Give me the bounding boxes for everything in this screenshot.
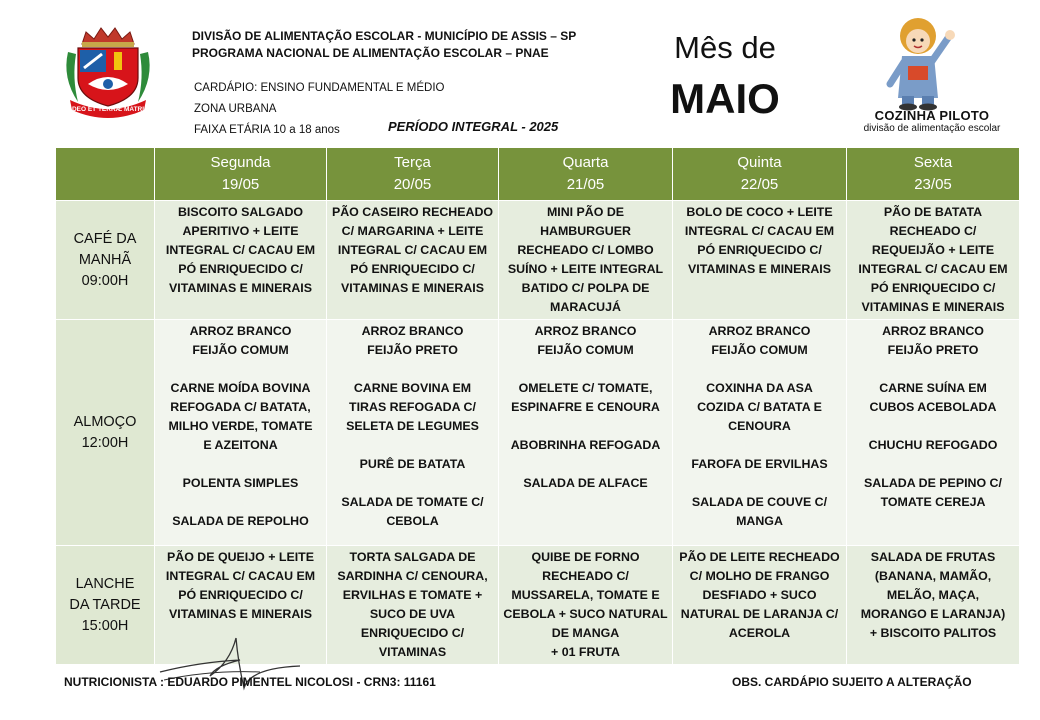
menu-line: CEBOLA xyxy=(386,514,439,528)
menu-line: POLENTA SIMPLES xyxy=(182,476,299,490)
menu-line: OMELETE C/ TOMATE, xyxy=(518,381,653,395)
menu-line: FEIJÃO PRETO xyxy=(887,343,979,357)
menu-line: PÓ ENRIQUECIDO C/ xyxy=(178,588,303,602)
brand-name: COZINHA PILOTO xyxy=(874,108,990,123)
menu-line: REFOGADA C/ BATATA, xyxy=(170,400,311,414)
menu-line: E AZEITONA xyxy=(203,438,278,452)
menu-line: ESPINAFRE E CENOURA xyxy=(511,400,660,414)
day-header xyxy=(327,148,499,201)
menu-cell xyxy=(847,320,1020,546)
menu-cell xyxy=(499,546,673,665)
menu-line: DESFIADO + SUCO xyxy=(702,588,817,602)
menu-cell xyxy=(155,201,327,320)
menu-line: ABOBRINHA REFOGADA xyxy=(510,438,661,452)
menu-line: ENRIQUECIDO C/ xyxy=(360,626,465,640)
month-label: Mês de xyxy=(674,30,776,65)
menu-line: FEIJÃO PRETO xyxy=(367,343,458,357)
menu-line: VITAMINAS E MINERAIS xyxy=(169,607,312,621)
meal-row xyxy=(56,201,1020,320)
menu-line: HAMBURGUER xyxy=(540,224,631,238)
menu-line xyxy=(849,417,1017,436)
menu-line: C/ MOLHO DE FRANGO xyxy=(689,569,830,583)
menu-line: FAROFA DE ERVILHAS xyxy=(691,457,828,471)
menu-line: PÓ ENRIQUECIDO C/ xyxy=(178,262,303,276)
menu-line: PÃO DE LEITE RECHEADO xyxy=(679,550,840,564)
meal-name-line: 15:00H xyxy=(81,617,129,634)
nutritionist-signature xyxy=(140,632,310,702)
menu-line: BATIDO C/ POLPA DE xyxy=(521,281,650,295)
menu-line: PÃO DE BATATA xyxy=(883,205,983,219)
menu-line: VITAMINAS E MINERAIS xyxy=(169,281,312,295)
menu-line: SELETA DE LEGUMES xyxy=(346,419,479,433)
menu-line xyxy=(675,436,844,455)
meal-name-line: CAFÉ DA xyxy=(73,230,137,247)
menu-line: PURÊ DE BATATA xyxy=(359,457,466,471)
day-date: 21/05 xyxy=(566,176,605,193)
menu-line: SUÍNO + LEITE INTEGRAL xyxy=(507,262,664,276)
menu-line xyxy=(329,436,496,455)
menu-line: CENOURA xyxy=(728,419,791,433)
menu-line: MILHO VERDE, TOMATE xyxy=(168,419,313,433)
menu-line: CARNE BOVINA EM xyxy=(353,381,472,395)
menu-line: VITAMINAS E MINERAIS xyxy=(861,300,1005,314)
menu-line: MANGA xyxy=(736,514,783,528)
menu-cell xyxy=(155,320,327,546)
header-division-title: DIVISÃO DE ALIMENTAÇÃO ESCOLAR - MUNICÍPIO DE ASSIS – SP xyxy=(192,29,577,43)
menu-line: FEIJÃO COMUM xyxy=(537,343,634,357)
menu-line: RECHEADO C/ LOMBO xyxy=(517,243,654,257)
menu-cell xyxy=(499,320,673,546)
menu-line: MINI PÃO DE xyxy=(546,205,625,219)
menu-line: C/ MARGARINA + LEITE xyxy=(341,224,484,238)
menu-line: TOMATE CEREJA xyxy=(880,495,986,509)
day-date: 23/05 xyxy=(914,176,952,193)
menu-line: SALADA DE COUVE C/ xyxy=(691,495,828,509)
menu-line xyxy=(157,360,324,379)
day-header xyxy=(155,148,327,201)
menu-line: SUCO DE UVA xyxy=(369,607,456,621)
menu-line xyxy=(675,474,844,493)
day-name: Quarta xyxy=(562,154,609,171)
crest-motto: DEO ET TERRÆ MATRI xyxy=(71,106,145,113)
corner-header xyxy=(56,148,155,201)
header-program-title: PROGRAMA NACIONAL DE ALIMENTAÇÃO ESCOLAR – PNAE xyxy=(192,46,549,60)
menu-cell xyxy=(673,201,847,320)
menu-line: RECHEADO C/ xyxy=(889,224,977,238)
period: PERÍODO INTEGRAL - 2025 xyxy=(388,119,559,134)
menu-line: VITAMINAS xyxy=(378,645,447,659)
menu-line: INTEGRAL C/ CACAU EM xyxy=(165,569,316,583)
day-date: 22/05 xyxy=(740,176,779,193)
menu-line: VITAMINAS E MINERAIS xyxy=(688,262,831,276)
menu-line: TORTA SALGADA DE xyxy=(349,550,476,564)
month-name: MAIO xyxy=(670,75,780,122)
menu-line xyxy=(849,455,1017,474)
meal-name-line: DA TARDE xyxy=(69,596,141,613)
menu-line: COXINHA DA ASA xyxy=(706,381,813,395)
day-header xyxy=(673,148,847,201)
day-date: 20/05 xyxy=(393,176,432,193)
menu-line: APERITIVO + LEITE xyxy=(182,224,299,238)
menu-line: ARROZ BRANCO xyxy=(534,324,637,338)
menu-cell xyxy=(499,201,673,320)
menu-line: MUSSARELA, TOMATE E xyxy=(511,588,660,602)
menu-line: + 01 FRUTA xyxy=(551,645,620,659)
days-header-row xyxy=(56,148,1020,201)
menu-line xyxy=(501,455,670,474)
menu-line: CUBOS ACEBOLADA xyxy=(869,400,997,414)
nutritionist-credit: NUTRICIONISTA : EDUARDO PIMENTEL NICOLOSI - CRN3: 11161 xyxy=(64,675,436,689)
day-name: Terça xyxy=(394,154,431,171)
menu-cell xyxy=(847,201,1020,320)
day-date: 19/05 xyxy=(221,176,260,193)
menu-line: SALADA DE REPOLHO xyxy=(172,514,309,528)
menu-cell xyxy=(673,546,847,665)
menu-line: INTEGRAL C/ CACAU EM xyxy=(337,243,488,257)
menu-line: ARROZ BRANCO xyxy=(189,324,292,338)
menu-line: ARROZ BRANCO xyxy=(708,324,811,338)
menu-line xyxy=(501,417,670,436)
menu-line: BISCOITO SALGADO xyxy=(177,205,304,219)
menu-line: REQUEIJÃO + LEITE xyxy=(871,243,995,257)
age-range: FAIXA ETÁRIA 10 a 18 anos xyxy=(194,124,340,136)
meal-name-line: 12:00H xyxy=(81,434,129,451)
menu-line: CHUCHU REFOGADO xyxy=(868,438,998,452)
menu-line xyxy=(675,360,844,379)
menu-line xyxy=(329,360,496,379)
menu-line: INTEGRAL C/ CACAU EM xyxy=(858,262,1008,276)
meal-row xyxy=(56,320,1020,546)
menu-line: (BANANA, MAMÃO, xyxy=(874,569,992,583)
menu-line: CEBOLA + SUCO NATURAL xyxy=(503,607,668,621)
menu-line: + BISCOITO PALITOS xyxy=(869,626,997,640)
menu-line: PÃO DE QUEIJO + LEITE xyxy=(167,550,314,564)
menu-line: MELÃO, MAÇA, xyxy=(886,588,980,602)
menu-line xyxy=(157,455,324,474)
menu-level: CARDÁPIO: ENSINO FUNDAMENTAL E MÉDIO xyxy=(194,82,445,94)
menu-line: PÓ ENRIQUECIDO C/ xyxy=(870,281,996,295)
meal-name-line: LANCHE xyxy=(75,575,135,592)
day-header xyxy=(847,148,1020,201)
day-name: Segunda xyxy=(210,154,271,171)
meal-name-cell xyxy=(56,201,155,320)
menu-line: SALADA DE PEPINO C/ xyxy=(864,476,1002,490)
menu-line: INTEGRAL C/ CACAU EM xyxy=(684,224,835,238)
menu-line: FEIJÃO COMUM xyxy=(711,343,808,357)
menu-line: DE MANGA xyxy=(551,626,620,640)
meal-name-cell xyxy=(56,320,155,546)
day-name: Sexta xyxy=(913,154,953,171)
menu-line: RECHEADO C/ xyxy=(542,569,629,583)
menu-line: MORANGO E LARANJA) xyxy=(860,607,1006,621)
menu-line: ERVILHAS E TOMATE + xyxy=(342,588,483,602)
header-titles xyxy=(192,28,576,62)
menu-line: SALADA DE ALFACE xyxy=(523,476,648,490)
menu-line: COZIDA C/ BATATA E xyxy=(697,400,822,414)
menu-line: FEIJÃO COMUM xyxy=(192,343,289,357)
menu-cell xyxy=(327,320,499,546)
menu-line: CARNE MOÍDA BOVINA xyxy=(170,381,311,395)
day-name: Quinta xyxy=(737,154,782,171)
menu-line: QUIBE DE FORNO xyxy=(531,550,640,564)
menu-line xyxy=(157,493,324,512)
day-header xyxy=(499,148,673,201)
menu-change-notice: OBS. CARDÁPIO SUJEITO A ALTERAÇÃO xyxy=(732,675,972,689)
menu-line: CARNE SUÍNA EM xyxy=(879,381,987,395)
menu-line: BOLO DE COCO + LEITE xyxy=(686,205,833,219)
menu-line: SARDINHA C/ CENOURA, xyxy=(337,569,488,583)
meal-name-line: 09:00H xyxy=(81,272,129,289)
weekly-menu-table xyxy=(55,147,1020,665)
menu-cell xyxy=(327,201,499,320)
menu-line: SALADA DE FRUTAS xyxy=(870,550,996,564)
municipal-coat-of-arms xyxy=(58,26,158,118)
menu-line: MARACUJÁ xyxy=(550,300,621,314)
menu-line: INTEGRAL C/ CACAU EM xyxy=(165,243,316,257)
menu-line: VITAMINAS E MINERAIS xyxy=(341,281,484,295)
menu-line xyxy=(329,474,496,493)
menu-cell xyxy=(673,320,847,546)
menu-line: ARROZ BRANCO xyxy=(882,324,984,338)
menu-line xyxy=(501,360,670,379)
menu-line: ACEROLA xyxy=(728,626,791,640)
meal-name-line: ALMOÇO xyxy=(73,413,137,430)
menu-cell xyxy=(847,546,1020,665)
zone: ZONA URBANA xyxy=(194,103,277,115)
menu-cell xyxy=(327,546,499,665)
menu-line: SALADA DE TOMATE C/ xyxy=(341,495,484,509)
brand-subtitle: divisão de alimentação escolar xyxy=(863,123,1001,134)
menu-line: PÃO CASEIRO RECHEADO xyxy=(331,205,494,219)
menu-line: NATURAL DE LARANJA C/ xyxy=(680,607,839,621)
menu-line xyxy=(849,360,1017,379)
menu-line: PÓ ENRIQUECIDO C/ xyxy=(697,243,822,257)
menu-line: ARROZ BRANCO xyxy=(361,324,464,338)
menu-line: PÓ ENRIQUECIDO C/ xyxy=(350,262,475,276)
meal-name-line: MANHÃ xyxy=(78,251,132,268)
menu-line: TIRAS REFOGADA C/ xyxy=(349,400,476,414)
